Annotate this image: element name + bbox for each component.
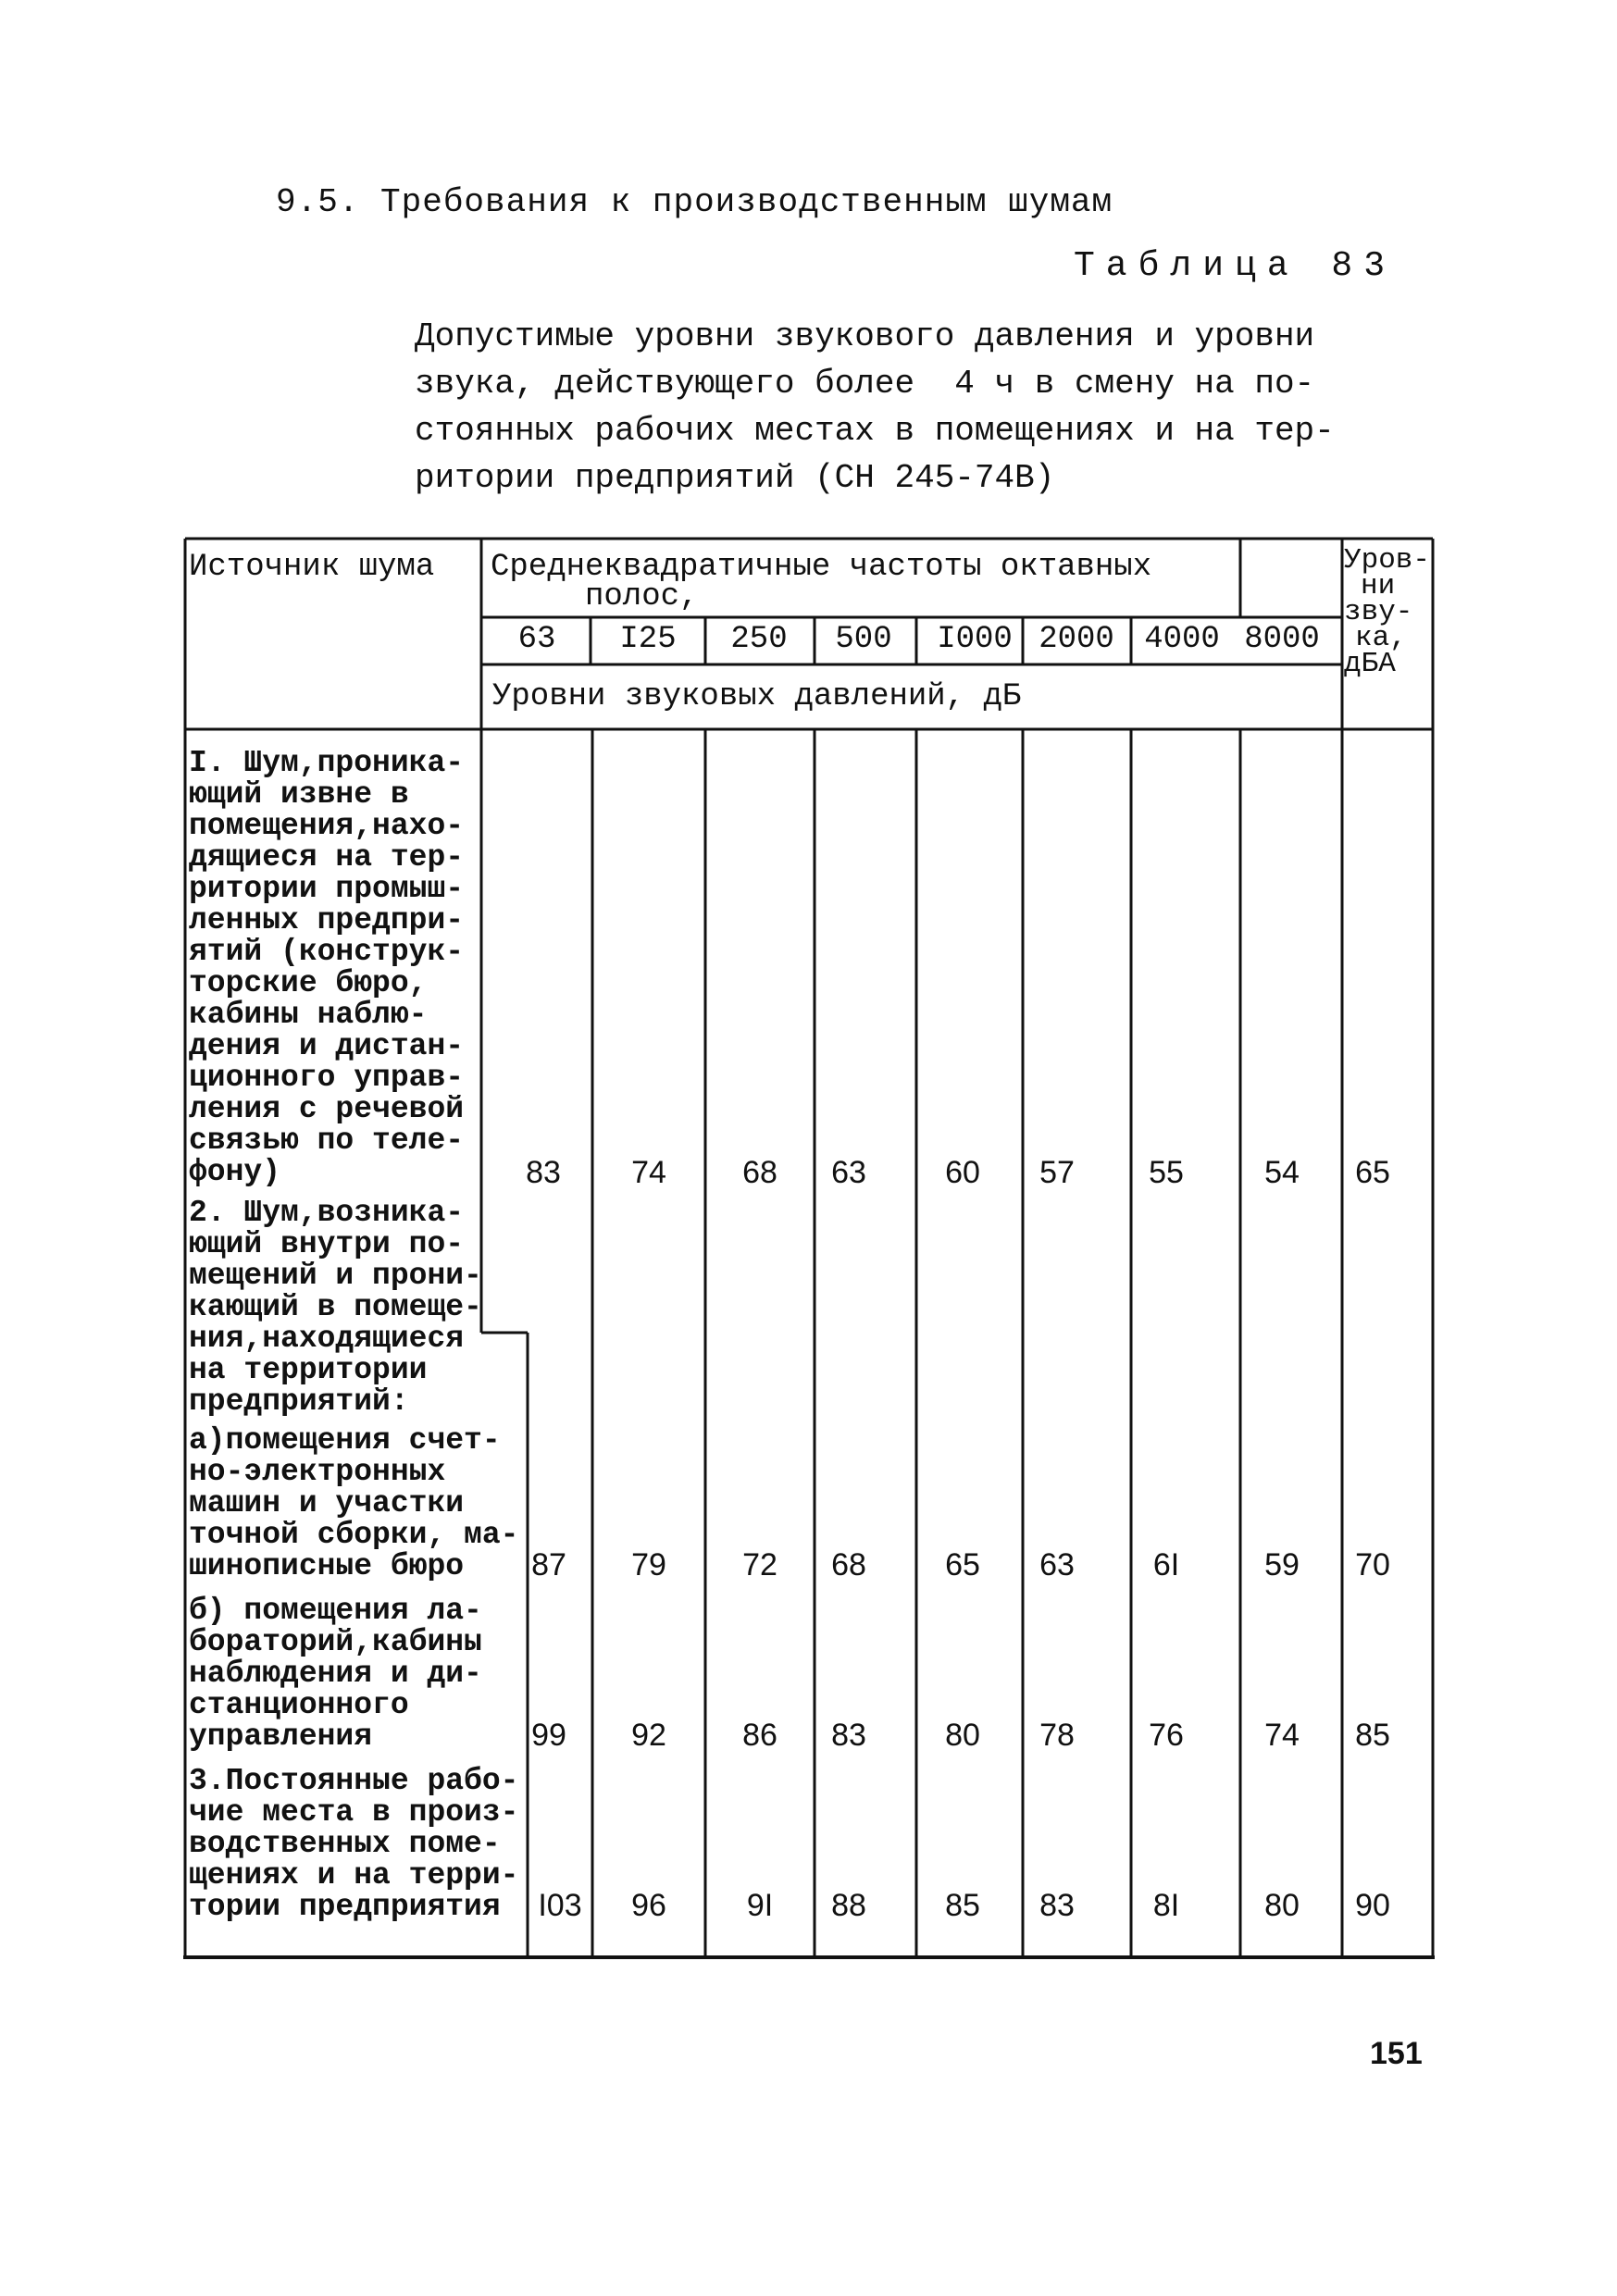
source-line: наблюдения и ди-: [189, 1657, 482, 1691]
freq-63: 63: [517, 622, 556, 657]
value-cell: 65: [1355, 1155, 1390, 1190]
value-cell: 68: [831, 1547, 866, 1582]
source-line: ленных предпри-: [189, 903, 465, 937]
value-cell: 59: [1264, 1547, 1300, 1582]
caption-line: стоянных рабочих местах в помещениях и на тер-: [415, 412, 1335, 450]
source-line: бораторий,кабины: [189, 1625, 482, 1659]
value-cell: 60: [945, 1155, 980, 1190]
row-source-2a: [189, 1425, 518, 1582]
source-line: ления с речевой: [189, 1092, 465, 1126]
value-cell: 74: [1264, 1718, 1300, 1753]
source-line: кабины наблю-: [189, 998, 428, 1032]
value-cell: 99: [531, 1718, 566, 1753]
value-cell: 87: [531, 1547, 566, 1582]
header-pressure: Уровни звуковых давлений, дБ: [492, 679, 1022, 714]
source-line: ятий (конструк-: [189, 935, 465, 969]
value-cell: 9I: [746, 1888, 774, 1923]
value-cell: 57: [1039, 1155, 1075, 1190]
freq-125: I25: [619, 622, 677, 657]
source-line: I. Шум,проника-: [189, 746, 465, 780]
source-line: 2. Шум,возника-: [189, 1196, 465, 1230]
value-cell: 6I: [1152, 1547, 1180, 1582]
value-cell: 78: [1039, 1718, 1075, 1753]
value-cell: 80: [945, 1718, 980, 1753]
value-cell: 63: [1039, 1547, 1075, 1582]
source-line: управления: [189, 1719, 373, 1754]
caption-line: ритории предприятий (СН 245-74В): [415, 459, 1055, 497]
row-source-2: [189, 1198, 482, 1418]
value-cell: 72: [742, 1547, 777, 1582]
header-source: Источник шума: [189, 550, 435, 585]
source-line: дения и дистан-: [189, 1029, 465, 1063]
value-cell: 76: [1149, 1718, 1184, 1753]
value-cell: 63: [831, 1155, 866, 1190]
value-cell: 88: [831, 1888, 866, 1923]
value-cell: 79: [631, 1547, 666, 1582]
value-cell: 8I: [1152, 1888, 1180, 1923]
page-number: 151: [1370, 2036, 1423, 2071]
header-level-line: ни: [1361, 570, 1396, 602]
freq-500: 500: [835, 622, 892, 657]
source-line: фону): [189, 1155, 281, 1189]
source-line: точной сборки, ма-: [189, 1518, 519, 1552]
table-label: Таблица 83: [1074, 246, 1397, 286]
source-line: предприятий:: [189, 1384, 409, 1419]
source-line: торские бюро,: [189, 966, 428, 1000]
value-cell: 65: [945, 1547, 980, 1582]
freq-4000: 4000: [1144, 622, 1220, 657]
value-cell: 55: [1149, 1155, 1184, 1190]
value-cell: 70: [1355, 1547, 1390, 1582]
source-line: ритории промыш-: [189, 872, 465, 906]
source-line: ния,находящиеся: [189, 1322, 465, 1356]
value-cell: 74: [631, 1155, 666, 1190]
source-line: на территории: [189, 1353, 428, 1387]
source-line: дящиеся на тер-: [189, 840, 465, 875]
value-cell: 83: [831, 1718, 866, 1753]
header-frequencies: Среднеквадратичные частоты октавных: [491, 550, 1152, 585]
source-line: связью по теле-: [189, 1123, 465, 1158]
value-cell: 92: [631, 1718, 666, 1753]
source-line: шинописные бюро: [189, 1549, 465, 1583]
source-line: кающий в помеще-: [189, 1290, 482, 1324]
freq-2000: 2000: [1039, 622, 1114, 657]
source-line: но-электронных: [189, 1455, 446, 1489]
source-line: ющий извне в: [189, 777, 409, 812]
freq-1000: I000: [937, 622, 1013, 657]
value-cell: 80: [1264, 1888, 1300, 1923]
value-cell: 68: [742, 1155, 777, 1190]
source-line: водственных поме-: [189, 1827, 501, 1861]
header-level-line: ка,: [1355, 622, 1407, 654]
value-cell: 85: [1355, 1718, 1390, 1753]
source-line: станционного: [189, 1688, 409, 1722]
caption-line: Допустимые уровни звукового давления и уровни: [415, 317, 1315, 355]
source-line: ющий внутри по-: [189, 1227, 465, 1261]
row-source-1: [189, 748, 464, 1188]
value-cell: 54: [1264, 1155, 1300, 1190]
source-line: чие места в произ-: [189, 1795, 519, 1830]
row-source-3: [189, 1766, 518, 1923]
caption-line: звука, действующего более 4 ч в смену на по-: [415, 365, 1315, 403]
header-level-line: Уров-: [1344, 544, 1431, 577]
header-level-line: дБА: [1344, 648, 1396, 680]
source-line: ционного управ-: [189, 1061, 465, 1095]
header-sound-level: [1344, 544, 1431, 680]
source-line: машин и участки: [189, 1486, 465, 1520]
value-cell: 85: [945, 1888, 980, 1923]
value-cell: 86: [742, 1718, 777, 1753]
section-title: 9.5. Требования к производственным шумам: [276, 183, 1113, 221]
value-cell: 96: [631, 1888, 666, 1923]
row-source-2b: [189, 1595, 482, 1753]
source-line: помещения,нахо-: [189, 809, 465, 843]
source-line: щениях и на терри-: [189, 1858, 519, 1893]
value-cell: 83: [526, 1155, 561, 1190]
freq-250: 250: [730, 622, 788, 657]
source-line: 3.Постоянные рабо-: [189, 1764, 519, 1798]
source-line: а)помещения счет-: [189, 1423, 501, 1458]
value-cell: 90: [1355, 1888, 1390, 1923]
header-level-line: зву-: [1344, 596, 1413, 628]
value-cell: 83: [1039, 1888, 1075, 1923]
header-frequencies-cont: полос,: [585, 579, 699, 614]
freq-8000: 8000: [1244, 622, 1320, 657]
source-line: б) помещения ла-: [189, 1594, 482, 1628]
source-line: мещений и прони-: [189, 1259, 482, 1293]
value-cell: I03: [538, 1888, 582, 1923]
source-line: тории предприятия: [189, 1890, 501, 1924]
